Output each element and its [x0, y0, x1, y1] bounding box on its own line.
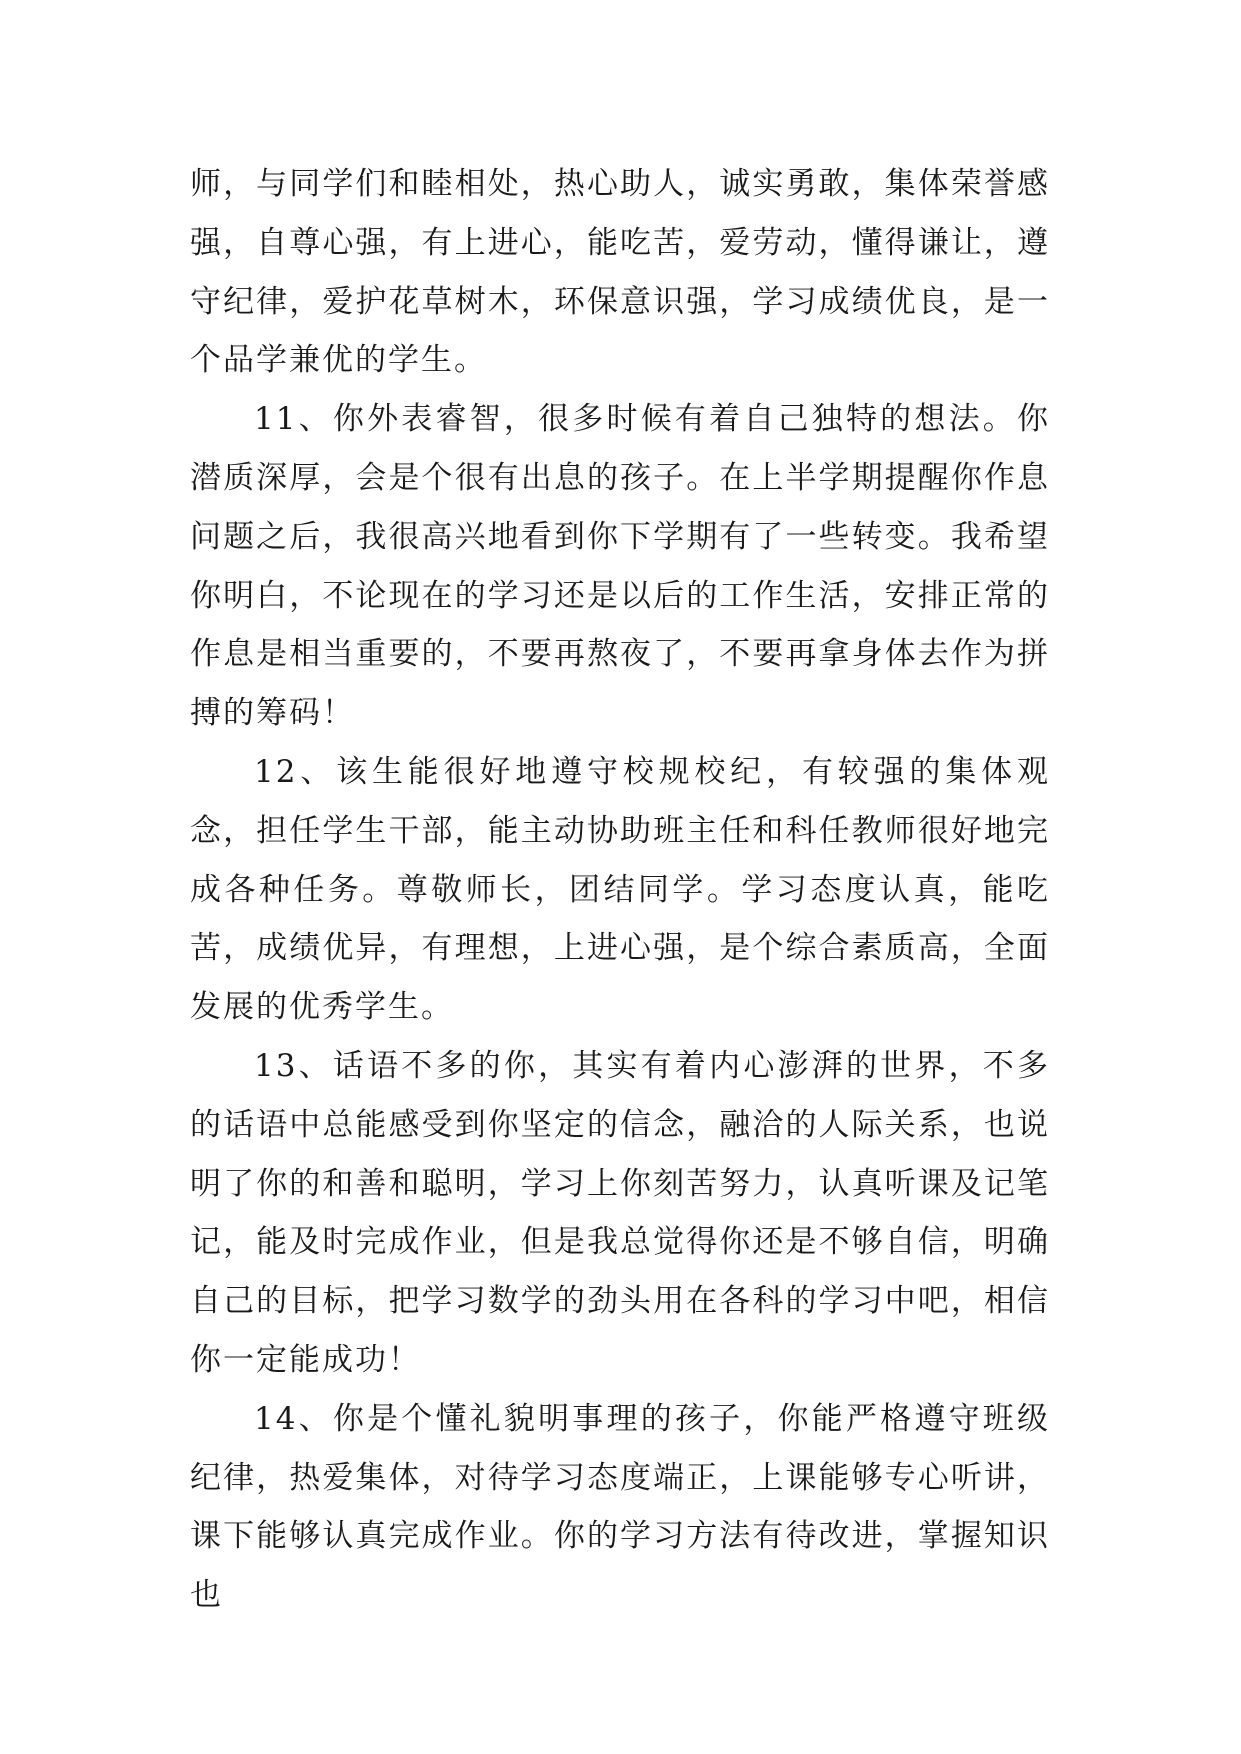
- document-body: [190, 155, 1050, 1625]
- paragraph-comment-13: 13、话语不多的你，其实有着内心澎湃的世界，不多的话语中总能感受到你坚定的信念，融洽的人际关系，也说明了你的和善和聪明，学习上你刻苦努力，认真听课及记笔记，能及时完成作业，但是我总觉得你还是不够自信，明确自己的目标，把学习数学的劲头用在各科的学习中吧，相信你一定能成功！: [190, 1047, 1050, 1378]
- paragraph-comment-11: 11、你外表睿智，很多时候有着自己独特的想法。你潜质深厚，会是个很有出息的孩子。在上半学期提醒你作息问题之后，我很高兴地看到你下学期有了一些转变。我希望你明白，不论现在的学习还是以后的工作生活，安排正常的作息是相当重要的，不要再熬夜了，不要再拿身体去作为拼搏的筹码！: [190, 401, 1050, 732]
- paragraph-continued: 师，与同学们和睦相处，热心助人，诚实勇敢，集体荣誉感强，自尊心强，有上进心，能吃苦，爱劳动，懂得谦让，遵守纪律，爱护花草树木，环保意识强，学习成绩优良，是一个品学兼优的学生。: [190, 166, 1050, 379]
- paragraph-comment-12: 12、该生能很好地遵守校规校纪，有较强的集体观念，担任学生干部，能主动协助班主任和科任教师很好地完成各种任务。尊敬师长，团结同学。学习态度认真，能吃苦，成绩优异，有理想，上进心强，是个综合素质高，全面发展的优秀学生。: [190, 753, 1050, 1026]
- paragraph-comment-14: 14、你是个懂礼貌明事理的孩子，你能严格遵守班级纪律，热爱集体，对待学习态度端正，上课能够专心听讲，课下能够认真完成作业。你的学习方法有待改进，掌握知识也: [190, 1400, 1050, 1614]
